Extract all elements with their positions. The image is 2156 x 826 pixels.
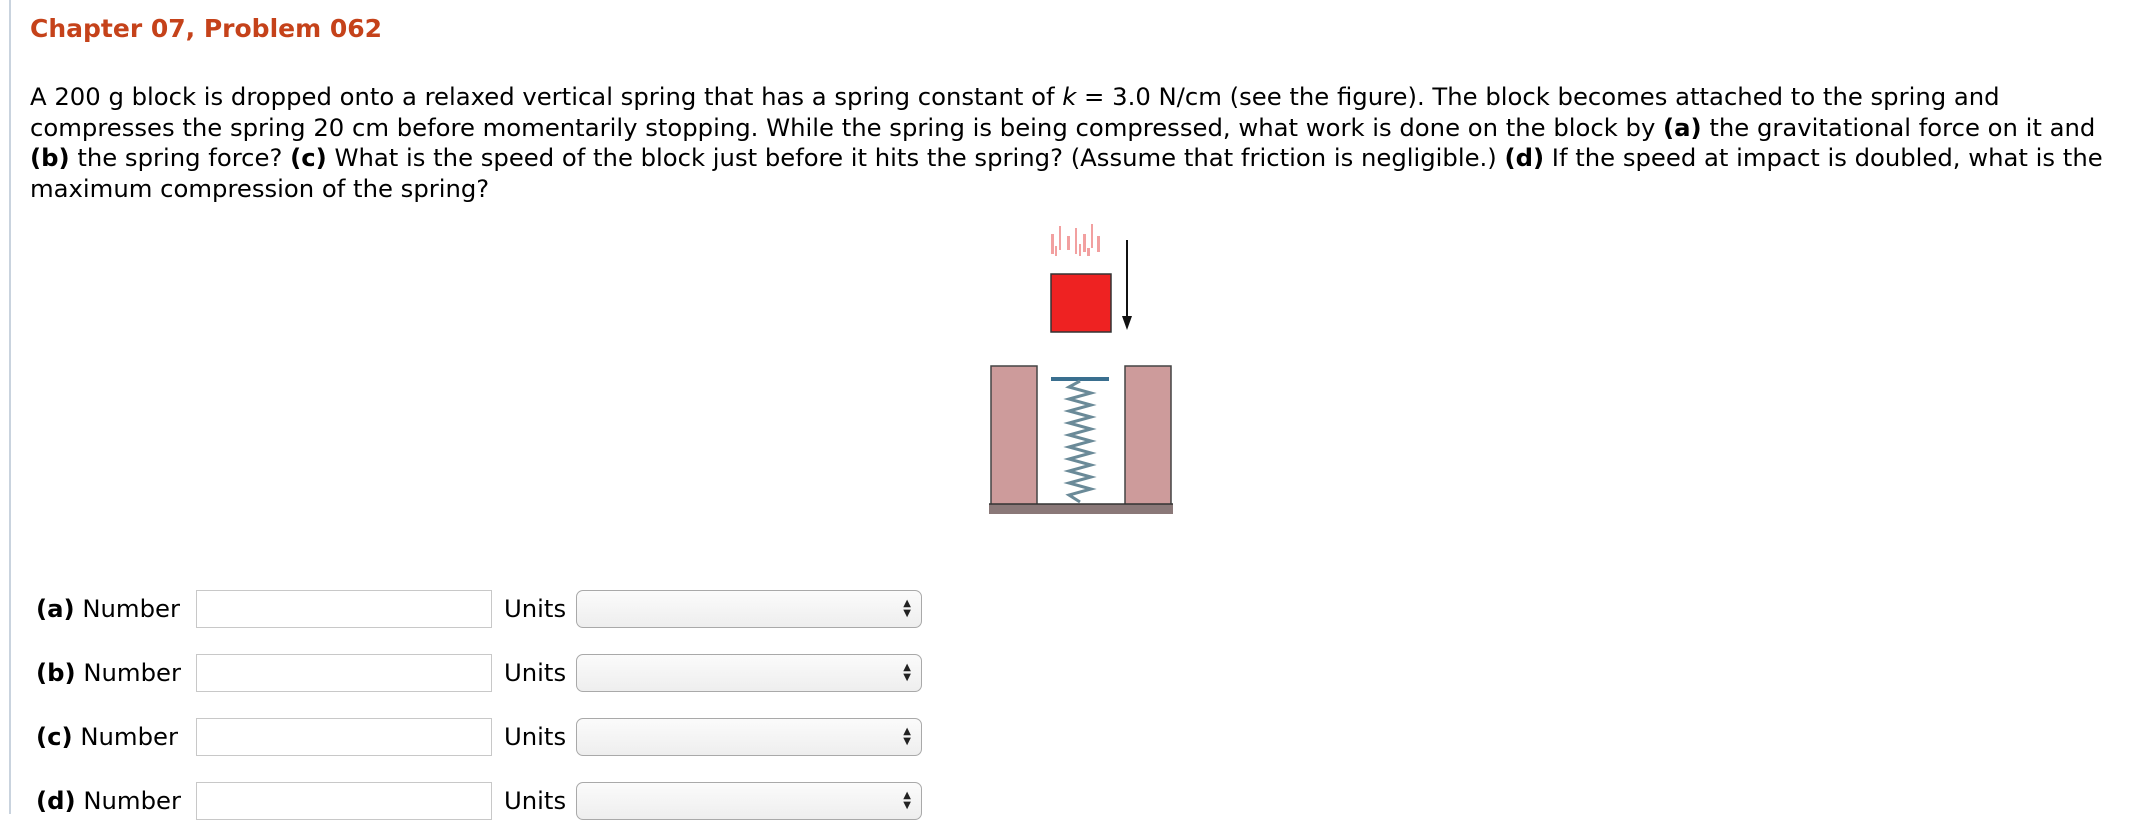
select-arrows-icon: ▲ ▼ — [903, 662, 911, 683]
answer-c-number-input[interactable] — [196, 718, 492, 756]
units-label: Units — [504, 786, 567, 815]
answer-c-units-select[interactable] — [576, 718, 922, 756]
frame-border — [9, 0, 11, 814]
problem-text: A 200 g block is dropped onto a relaxed vertical spring that has a spring constant of k = 3.0 N/cm (see the figure). The block becomes attached to the spring and compresses the spring 20 cm before momentarily stopping. While the spring is being compressed, what work is done on the block by (a) the gravitational force on it and (b) the spring force? (c) What is the speed of the block just before it hits the spring? (Assume that friction is negligible.) (d) If the speed at impact is doubled, what is the maximum compression of the spring? — [30, 82, 2103, 203]
units-label: Units — [504, 594, 567, 623]
select-arrows-icon: ▲ ▼ — [903, 598, 911, 619]
answer-b-units-select[interactable] — [576, 654, 922, 692]
answer-label: (d) Number — [36, 786, 181, 815]
problem-title: Chapter 07, Problem 062 — [30, 14, 383, 43]
falling-block — [1051, 274, 1111, 332]
motion-lines — [1051, 224, 1100, 256]
answer-label: (c) Number — [36, 722, 178, 751]
answer-a-units-select[interactable] — [576, 590, 922, 628]
units-label: Units — [504, 658, 567, 687]
left-wall — [991, 366, 1037, 506]
right-wall — [1125, 366, 1171, 506]
down-arrow-icon — [1122, 316, 1132, 330]
answer-label: (b) Number — [36, 658, 181, 687]
answer-d-number-input[interactable] — [196, 782, 492, 820]
answer-d-units-select[interactable] — [576, 782, 922, 820]
select-arrows-icon: ▲ ▼ — [903, 790, 911, 811]
answer-b-number-input[interactable] — [196, 654, 492, 692]
floor — [989, 504, 1173, 514]
spring-coil — [1069, 381, 1091, 502]
select-arrows-icon: ▲ ▼ — [903, 726, 911, 747]
answer-label: (a) Number — [36, 594, 180, 623]
spring-cap — [1051, 377, 1109, 381]
spring-block-figure — [985, 222, 1175, 522]
units-label: Units — [504, 722, 567, 751]
answer-a-number-input[interactable] — [196, 590, 492, 628]
